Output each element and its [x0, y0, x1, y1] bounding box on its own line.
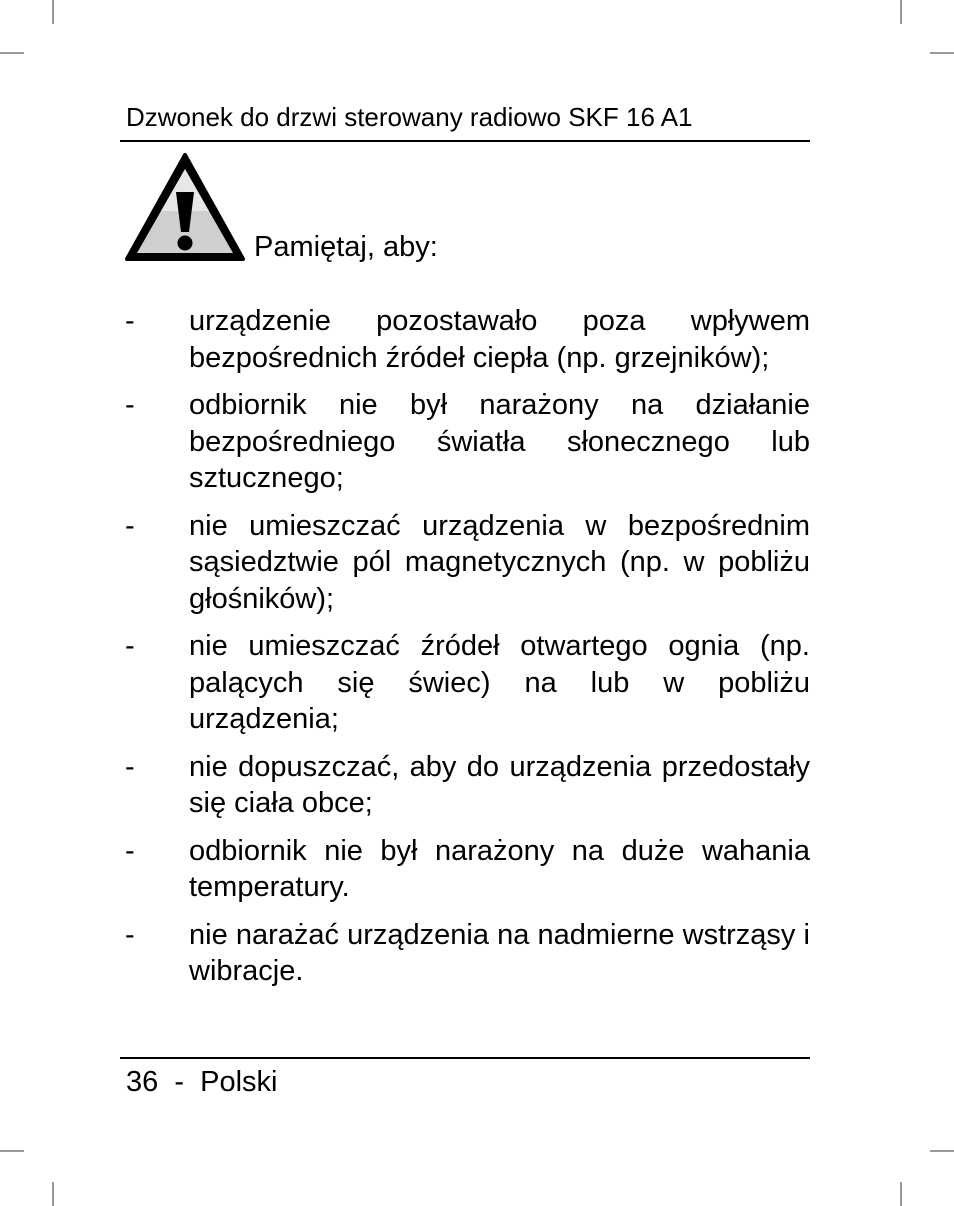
list-item: [120, 387, 810, 497]
crop-mark: [0, 1150, 24, 1152]
list-item: [120, 917, 810, 990]
warning-intro-text: Pamiętaj, aby:: [254, 231, 438, 263]
list-item: [120, 508, 810, 618]
crop-mark: [0, 52, 24, 54]
warning-triangle-icon: [124, 152, 246, 264]
list-item-text: nie umieszczać źródeł otwartego ognia (np. palących się świec) na lub w pobliżu urządzenia;: [189, 630, 810, 735]
crop-mark: [930, 52, 954, 54]
list-dash: -: [125, 630, 135, 662]
crop-mark: [52, 1182, 54, 1206]
list-dash: -: [125, 509, 135, 542]
list-item-text: nie narażać urządzenia na nadmierne wstrząsy i wibracje.: [189, 918, 810, 987]
list-item-text: odbiornik nie był narażony na duże wahania temperatury.: [189, 834, 810, 903]
crop-mark: [900, 1182, 902, 1206]
list-item-text: odbiornik nie był narażony na działanie bezpośredniego światła słonecznego lub sztucznego;: [189, 389, 810, 494]
list-item-text: nie umieszczać urządzenia w bezpośrednim sąsiedztwie pól magnetycznych (np. w pobliżu głośników);: [189, 509, 810, 615]
list-dash: -: [125, 305, 135, 337]
list-dash: -: [125, 750, 135, 783]
page-footer: 36 - Polski: [126, 1066, 278, 1098]
crop-mark: [900, 0, 902, 24]
list-item-text: urządzenie pozostawało poza wpływem bezpośrednich źródeł ciepła (np. grzejników);: [189, 305, 810, 374]
list-item: [120, 628, 810, 738]
crop-mark: [930, 1150, 954, 1152]
list-dash: -: [125, 834, 135, 867]
crop-mark: [52, 0, 54, 24]
footer-divider: [120, 1057, 810, 1059]
list-dash: -: [125, 918, 135, 951]
list-dash: -: [125, 389, 135, 421]
list-item: [120, 749, 810, 822]
page-header-title: Dzwonek do drzwi sterowany radiowo SKF 16 A1: [126, 102, 693, 132]
header-divider: [120, 140, 810, 142]
list-item: [120, 303, 810, 376]
list-item: [120, 833, 810, 906]
list-item-text: nie dopuszczać, aby do urządzenia przedostały się ciała obce;: [189, 750, 810, 819]
precautions-list: [120, 303, 810, 1001]
